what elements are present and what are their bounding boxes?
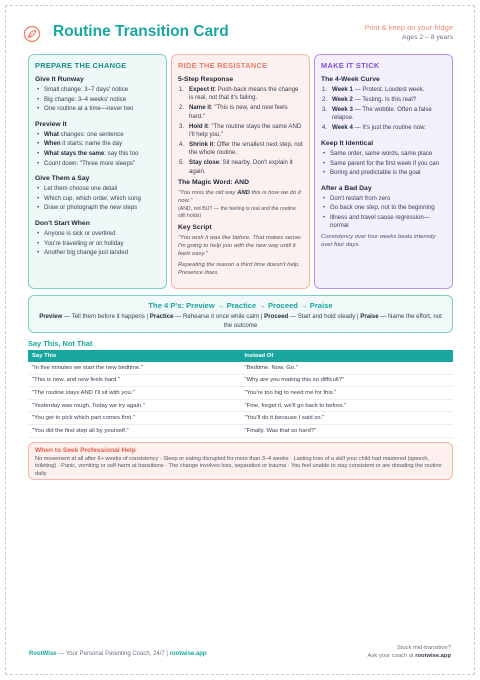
list-item: • Same order, same words, same place	[321, 150, 446, 158]
list-item: • Don't restart from zero	[321, 195, 446, 203]
resist-column	[171, 54, 310, 289]
runway-title: Give It Runway	[35, 76, 84, 83]
professional-help-box	[28, 442, 453, 480]
say-this-table	[28, 350, 453, 438]
prepare-heading: PREPARE THE CHANGE	[35, 61, 127, 70]
stick-heading: MAKE IT STICK	[321, 61, 380, 70]
cell: "You get to pick which part comes first."	[32, 415, 135, 422]
say-this-heading: Say This, Not That	[28, 339, 93, 348]
list-item: 2. Name it: "This is new, and new feels hard."	[179, 104, 288, 120]
footer-link[interactable]: rootwise.app	[169, 651, 207, 657]
card-page	[5, 5, 475, 675]
list-item: 4. Week 4 — It's just the routine now.	[322, 124, 426, 132]
curve-title: The 4-Week Curve	[321, 76, 380, 83]
list-item: • Small change: 3–7 days' notice	[35, 86, 160, 94]
cell: "Finally. Was that so hard?"	[244, 427, 317, 434]
table-row	[28, 400, 453, 413]
list-item: 2. Week 2 — Testing. Is this real?	[322, 95, 417, 103]
list-item: • Anyone is sick or overtired	[35, 230, 160, 238]
list-item: • Draw or photograph the new steps	[35, 204, 160, 212]
cell: "This is new, and new feels hard."	[32, 377, 121, 384]
four-ps-title: The 4 P's: Preview → Practice → Proceed → Praise	[148, 301, 333, 310]
list-item: 1. Week 1 — Protest. Loudest week.	[322, 86, 425, 93]
footer-left	[29, 651, 207, 657]
table-row	[28, 375, 453, 388]
leaf-logo-icon	[23, 25, 41, 43]
magic-quote: "You miss the old way AND this is how we do it now."	[178, 190, 301, 205]
four-ps-box	[28, 295, 453, 333]
cell: "You're too big to need me for this."	[244, 389, 337, 396]
preview-title: Preview It	[35, 120, 67, 128]
list-item: • Which cup, which order, which song	[35, 195, 160, 203]
list-item: 5. Stay close: Sit nearby. Don't explain it again.	[179, 159, 293, 175]
steps-title: 5-Step Response	[178, 76, 234, 83]
list-item: • When it starts: name the day	[35, 140, 160, 148]
table-row	[28, 387, 453, 400]
list-item: • Illness and travel cause regression—normal	[321, 214, 446, 231]
page-title: Routine Transition Card	[53, 23, 229, 40]
cell: "Bedtime. Now. Go."	[244, 364, 298, 371]
script-title: Key Script	[178, 224, 212, 232]
list-item: • Boring and predictable is the goal	[321, 169, 446, 177]
list-item: • One routine at a time—never two	[35, 105, 160, 113]
list-item: • Count down: "Three more sleeps"	[35, 160, 160, 168]
cell: "The routine stays AND I'll sit with you."	[32, 389, 135, 396]
list-item: • Same parent for the first week if you can	[321, 160, 446, 168]
table-row	[28, 362, 453, 375]
list-item: • What stays the same: say this too	[35, 150, 160, 158]
list-item: • You're travelling or on holiday	[35, 240, 160, 248]
warning-title: When to Seek Professional Help	[35, 447, 136, 454]
runway-list	[35, 86, 160, 114]
table-row	[28, 425, 453, 438]
ident-title: Keep It Identical	[321, 140, 374, 148]
cell: "In five minutes we start the new bedtime."	[32, 364, 143, 371]
cell: "You'll do it because I said so."	[244, 415, 325, 422]
footer-ask: Ask your coach at rootwise.app	[367, 653, 451, 659]
list-item: • Another big change just landed	[35, 249, 160, 257]
warning-text: No movement at all after 6+ weeks of consistency · Sleep or eating disrupted for more than 3–4 weeks · Lasting loss of a skill your child had mastered (speech, toileting) · Panic, vomiting or self-harm at transitions · The change involves loss, separation or trauma · You feel unable to stay consistent or are dreading the routine daily	[35, 456, 442, 477]
header	[23, 23, 453, 47]
key-script: "You wish it was like before. That makes sense. I'm going to help you with the new way until it feels easy."	[178, 235, 303, 258]
stick-column	[314, 54, 453, 289]
preview-list	[35, 131, 160, 168]
say-list	[35, 185, 160, 213]
dont-title: Don't Start When	[35, 219, 90, 227]
bad-title: After a Bad Day	[321, 184, 372, 192]
prepare-column	[28, 54, 167, 289]
table-row	[28, 412, 453, 425]
ident-list	[321, 150, 446, 178]
list-item: • What changes: one sentence	[35, 131, 160, 139]
col-say-header: Say This	[32, 353, 57, 359]
footer-right	[368, 644, 451, 660]
tagline: Print & keep on your fridge	[364, 23, 453, 32]
cell: "Why are you making this so difficult?"	[244, 377, 345, 384]
header-meta	[364, 23, 453, 41]
list-item: • Let them choose one detail	[35, 185, 160, 193]
dont-list	[35, 230, 160, 258]
script-note: Repeating the reason a third time doesn't help. Presence does.	[178, 262, 300, 277]
footer-question: Stuck mid-transition?	[396, 645, 451, 651]
footer-tagline: — Your Personal Parenting Coach, 24/7 |	[56, 651, 170, 657]
list-item: • Go back one step, not to the beginning	[321, 204, 446, 212]
stick-note: Consistency over four weeks beats intensity over four days.	[321, 233, 436, 248]
cell: "Fine, forget it, we'll go back to before."	[244, 402, 347, 409]
list-item: 4. Shrink it: Offer the smallest next step, not the whole routine.	[179, 140, 303, 157]
list-item: 3. Hold it: "The routine stays the same AND I'll help you."	[179, 122, 302, 139]
magic-note: (AND, not BUT — the feeling is real and the routine still holds)	[178, 206, 296, 220]
age-range: Ages 2 – 8 years	[401, 34, 453, 41]
brand-name: RootWise	[29, 651, 57, 657]
steps-list	[178, 86, 303, 176]
four-ps-desc: Preview — Tell them before it happens | Practice — Rehearse it once while calm | Proceed — Start and hold steady | Praise — Name the effort, not the outcome	[39, 313, 442, 329]
table-header	[28, 350, 453, 362]
list-item: • Big change: 3–4 weeks' notice	[35, 96, 160, 104]
cell: "You did the first step all by yourself."	[32, 427, 129, 434]
list-item: 1. Expect it: Push-back means the change is real, not that it's failing.	[179, 86, 299, 102]
say-title: Give Them a Say	[35, 175, 90, 183]
resist-heading: RIDE THE RESISTANCE	[178, 61, 268, 70]
footer-coach-link[interactable]: rootwise.app	[415, 653, 451, 659]
magic-title: The Magic Word: AND	[178, 179, 249, 187]
cell: "Yesterday was rough. Today we try again."	[32, 402, 145, 409]
list-item: 3. Week 3 — The wobble. Often a false relapse.	[322, 105, 432, 122]
curve-list	[321, 86, 446, 133]
col-instead-header: Instead Of	[244, 353, 274, 359]
bad-list	[321, 195, 446, 231]
